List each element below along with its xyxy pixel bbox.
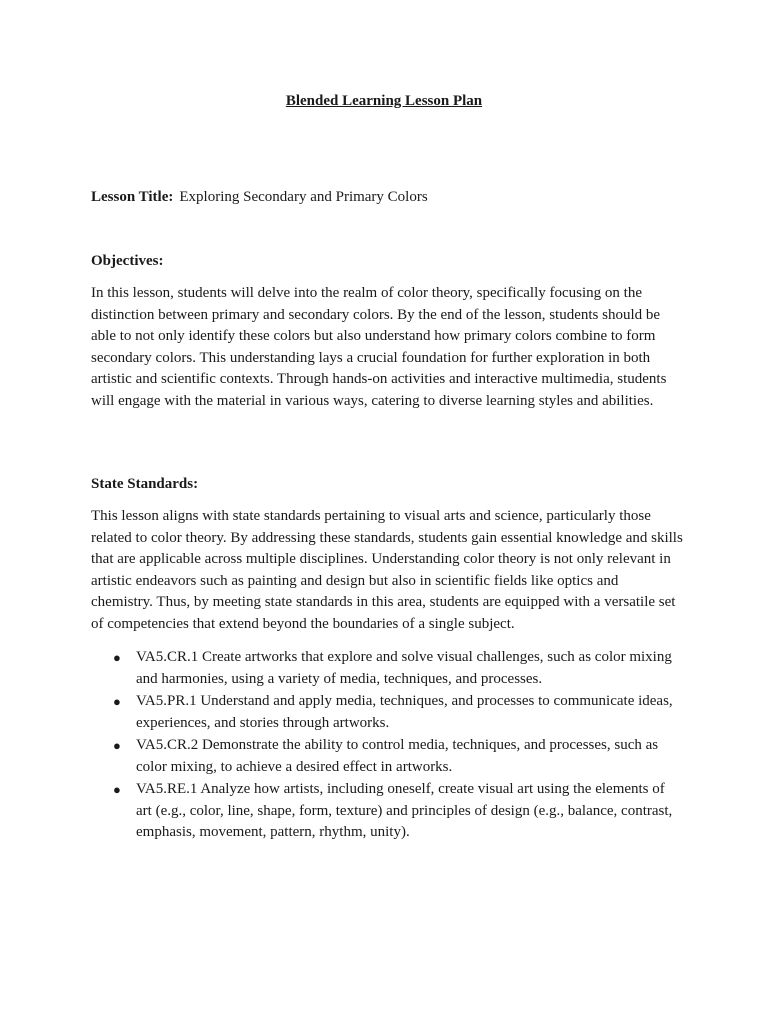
bullet-icon: ● [113,694,121,709]
list-item [91,691,683,734]
objectives-heading: Objectives: [91,253,164,269]
document-title: Blended Learning Lesson Plan [285,93,483,109]
standards-bullet-list [91,647,683,845]
bullet-icon: ● [113,782,121,797]
bullet-icon: ● [113,738,121,753]
standard-text: VA5.CR.1 Create artworks that explore and solve visual challenges, such as color mixing and harmonies, using a variety of media, techniques, and processes. [136,649,672,687]
list-item [91,735,683,778]
lesson-title-value: Exploring Secondary and Primary Colors [179,189,428,205]
list-item [91,647,683,690]
standard-text: VA5.PR.1 Understand and apply media, techniques, and processes to communicate ideas, experiences, and stories through artworks. [136,693,673,731]
lesson-title-label: Lesson Title: [91,189,174,205]
bullet-icon: ● [113,650,121,665]
state-standards-paragraph: This lesson aligns with state standards pertaining to visual arts and science, particularly those related to color theory. By addressing these standards, students gain essential knowledge and skills that are applicable across multiple disciplines. Understanding color theory is not only relevant in artistic endeavors such as painting and design but also in scientific fields like optics and chemistry. Thus, by meeting state standards in this area, students are equipped with a versatile set of competencies that extend beyond the boundaries of a single subject. [91,508,683,632]
standard-text: VA5.CR.2 Demonstrate the ability to control media, techniques, and processes, such as color mixing, to achieve a desired effect in artworks. [136,737,659,775]
standard-text: VA5.RE.1 Analyze how artists, including oneself, create visual art using the elements of art (e.g., color, line, shape, form, texture) and principles of design (e.g., balance, contrast, emphasis, movement, pattern, rhythm, unity). [136,781,673,840]
list-item [91,779,683,844]
lesson-title-line [91,189,428,206]
state-standards-heading: State Standards: [91,476,199,492]
objectives-paragraph: In this lesson, students will delve into the realm of color theory, specifically focusing on the distinction between primary and secondary colors. By the end of the lesson, students should be able to not only identify these colors but also understand how primary colors combine to form secondary colors. This understanding lays a crucial foundation for further exploration in both artistic and scientific contexts. Through hands-on activities and interactive multimedia, students will engage with the material in various ways, catering to diverse learning styles and abilities. [91,285,667,409]
